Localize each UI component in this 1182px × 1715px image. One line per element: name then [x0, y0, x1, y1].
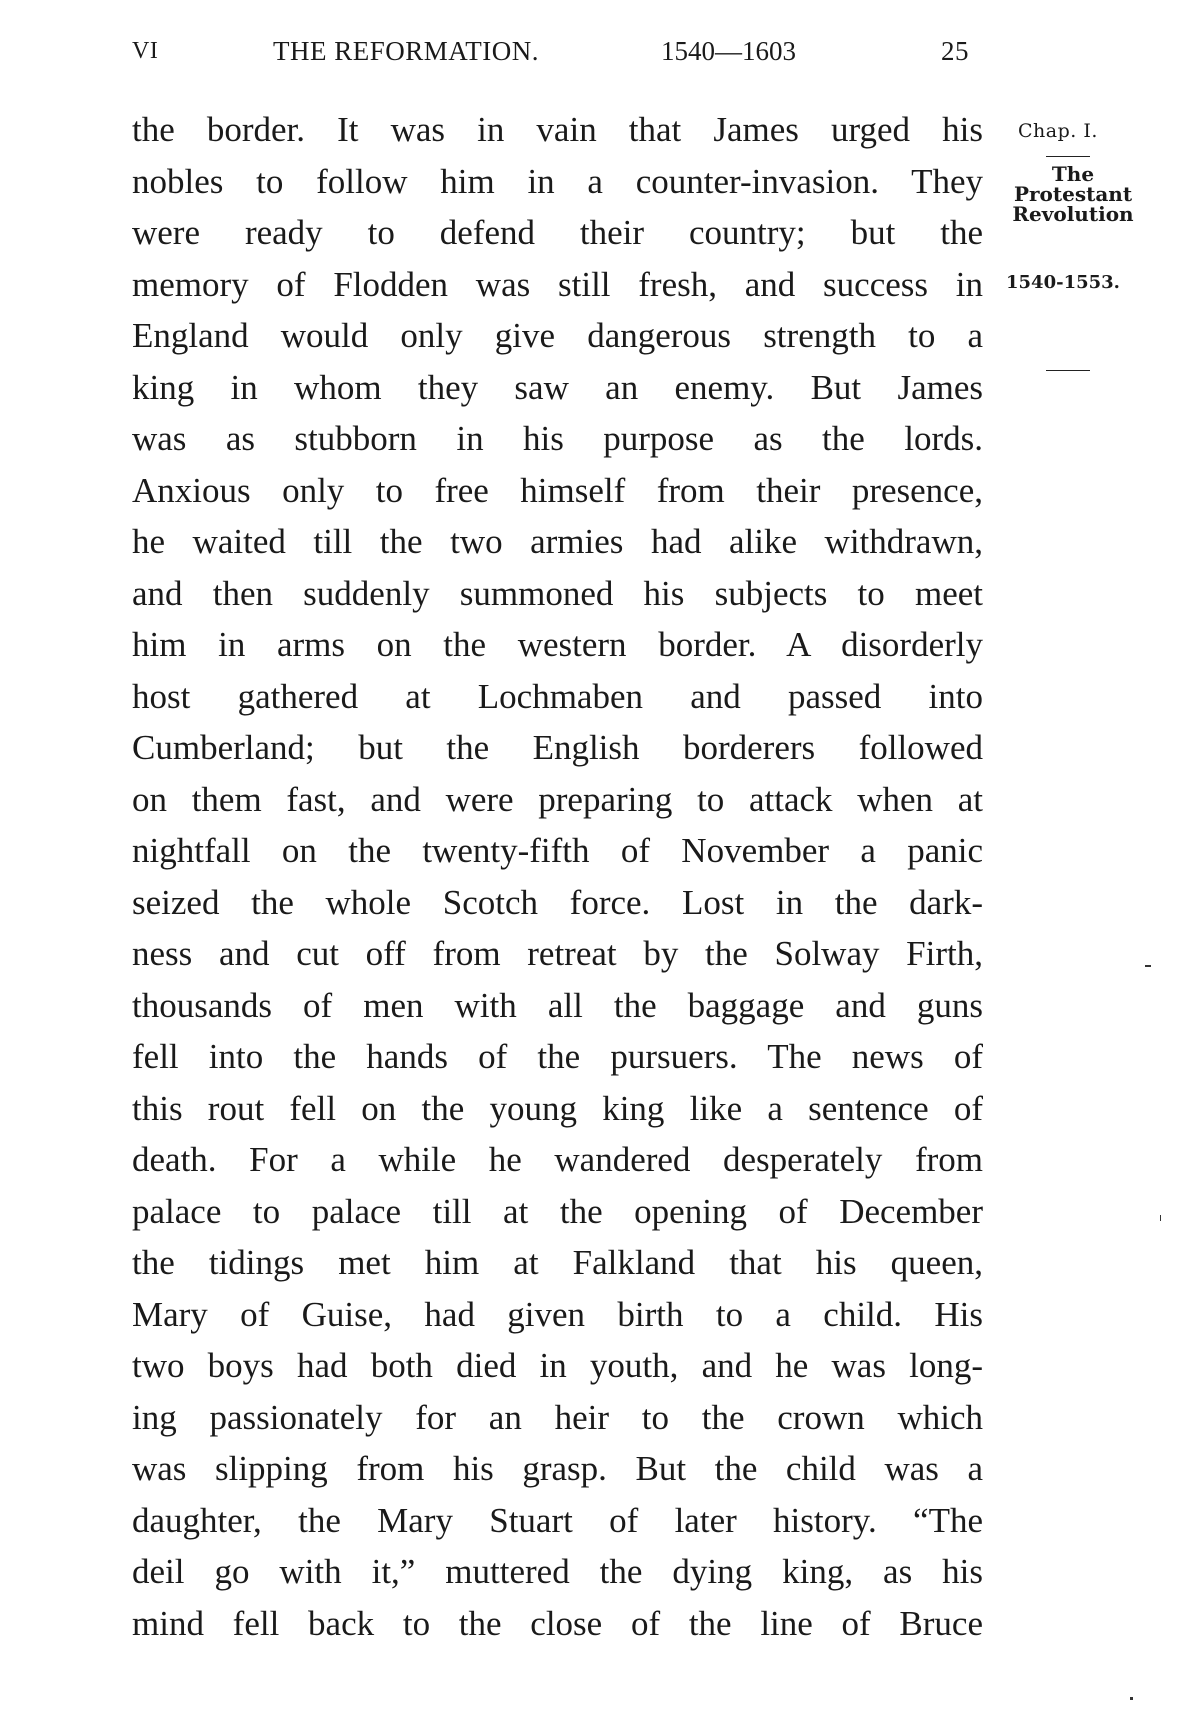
- margin-years: 1540-1553.: [1006, 272, 1120, 293]
- text-line: he waited till the two armies had alike withdrawn,: [132, 522, 983, 561]
- margin-heading: [998, 164, 1148, 224]
- print-speck: [1145, 965, 1151, 967]
- text-line: ing passionately for an heir to the crown which: [132, 1397, 983, 1437]
- text-line: nobles to follow him in a counter-invasion. They: [132, 161, 983, 201]
- text-line: daughter, the Mary Stuart of later history. “The: [132, 1500, 983, 1540]
- text-line: this rout fell on the young king like a sentence of: [132, 1088, 983, 1128]
- text-line: host gathered at Lochmaben and passed into: [132, 676, 983, 716]
- running-head-section: VI: [132, 38, 159, 64]
- text-line: nightfall on the twenty-fifth of November a panic: [132, 831, 983, 870]
- print-speck: [1130, 1697, 1133, 1700]
- text-line: ness and cut off from retreat by the Solway Firth,: [132, 934, 983, 973]
- text-line: him in arms on the western border. A disorderly: [132, 625, 983, 664]
- body-text: [132, 104, 983, 1649]
- text-line: deil go with it,” muttered the dying king, as his: [132, 1552, 983, 1591]
- text-line: palace to palace till at the opening of December: [132, 1191, 983, 1231]
- text-line: and then suddenly summoned his subjects to meet: [132, 573, 983, 613]
- text-line: the tidings met him at Falkland that his queen,: [132, 1243, 983, 1282]
- text-line: was slipping from his grasp. But the child was a: [132, 1449, 983, 1488]
- text-line: Anxious only to free himself from their presence,: [132, 470, 983, 510]
- running-head-title: THE REFORMATION.: [273, 36, 540, 66]
- text-line: memory of Flodden was still fresh, and success in: [132, 264, 983, 304]
- margin-divider: [1046, 156, 1090, 157]
- text-line: were ready to defend their country; but the: [132, 213, 983, 252]
- text-line: two boys had both died in youth, and he was long-: [132, 1346, 983, 1385]
- margin-chapter-label: Chap. I.: [1018, 120, 1098, 142]
- margin-divider: [1046, 370, 1090, 371]
- text-line: on them fast, and were preparing to attack when at: [132, 779, 983, 819]
- text-line: thousands of men with all the baggage and guns: [132, 985, 983, 1025]
- running-head-years: 1540—1603: [661, 36, 796, 66]
- print-speck: [1160, 1215, 1161, 1221]
- text-line: England would only give dangerous strength to a: [132, 316, 983, 355]
- margin-heading-line: Revolution: [1012, 202, 1134, 226]
- margin-heading-line: Protestant: [1013, 182, 1133, 206]
- text-line: fell into the hands of the pursuers. The news of: [132, 1037, 983, 1076]
- text-line: death. For a while he wandered desperately from: [132, 1140, 983, 1179]
- text-line: mind fell back to the close of the line of Bruce: [132, 1603, 983, 1643]
- text-line: seized the whole Scotch force. Lost in the dark-: [132, 882, 983, 922]
- text-line: the border. It was in vain that James urged his: [132, 110, 983, 149]
- page-number: 25: [941, 36, 969, 66]
- text-line: was as stubborn in his purpose as the lords.: [132, 419, 983, 458]
- text-line: Cumberland; but the English borderers followed: [132, 728, 983, 767]
- text-line: Mary of Guise, had given birth to a child. His: [132, 1294, 983, 1334]
- margin-heading-line: The: [1051, 162, 1095, 186]
- text-line: king in whom they saw an enemy. But James: [132, 367, 983, 407]
